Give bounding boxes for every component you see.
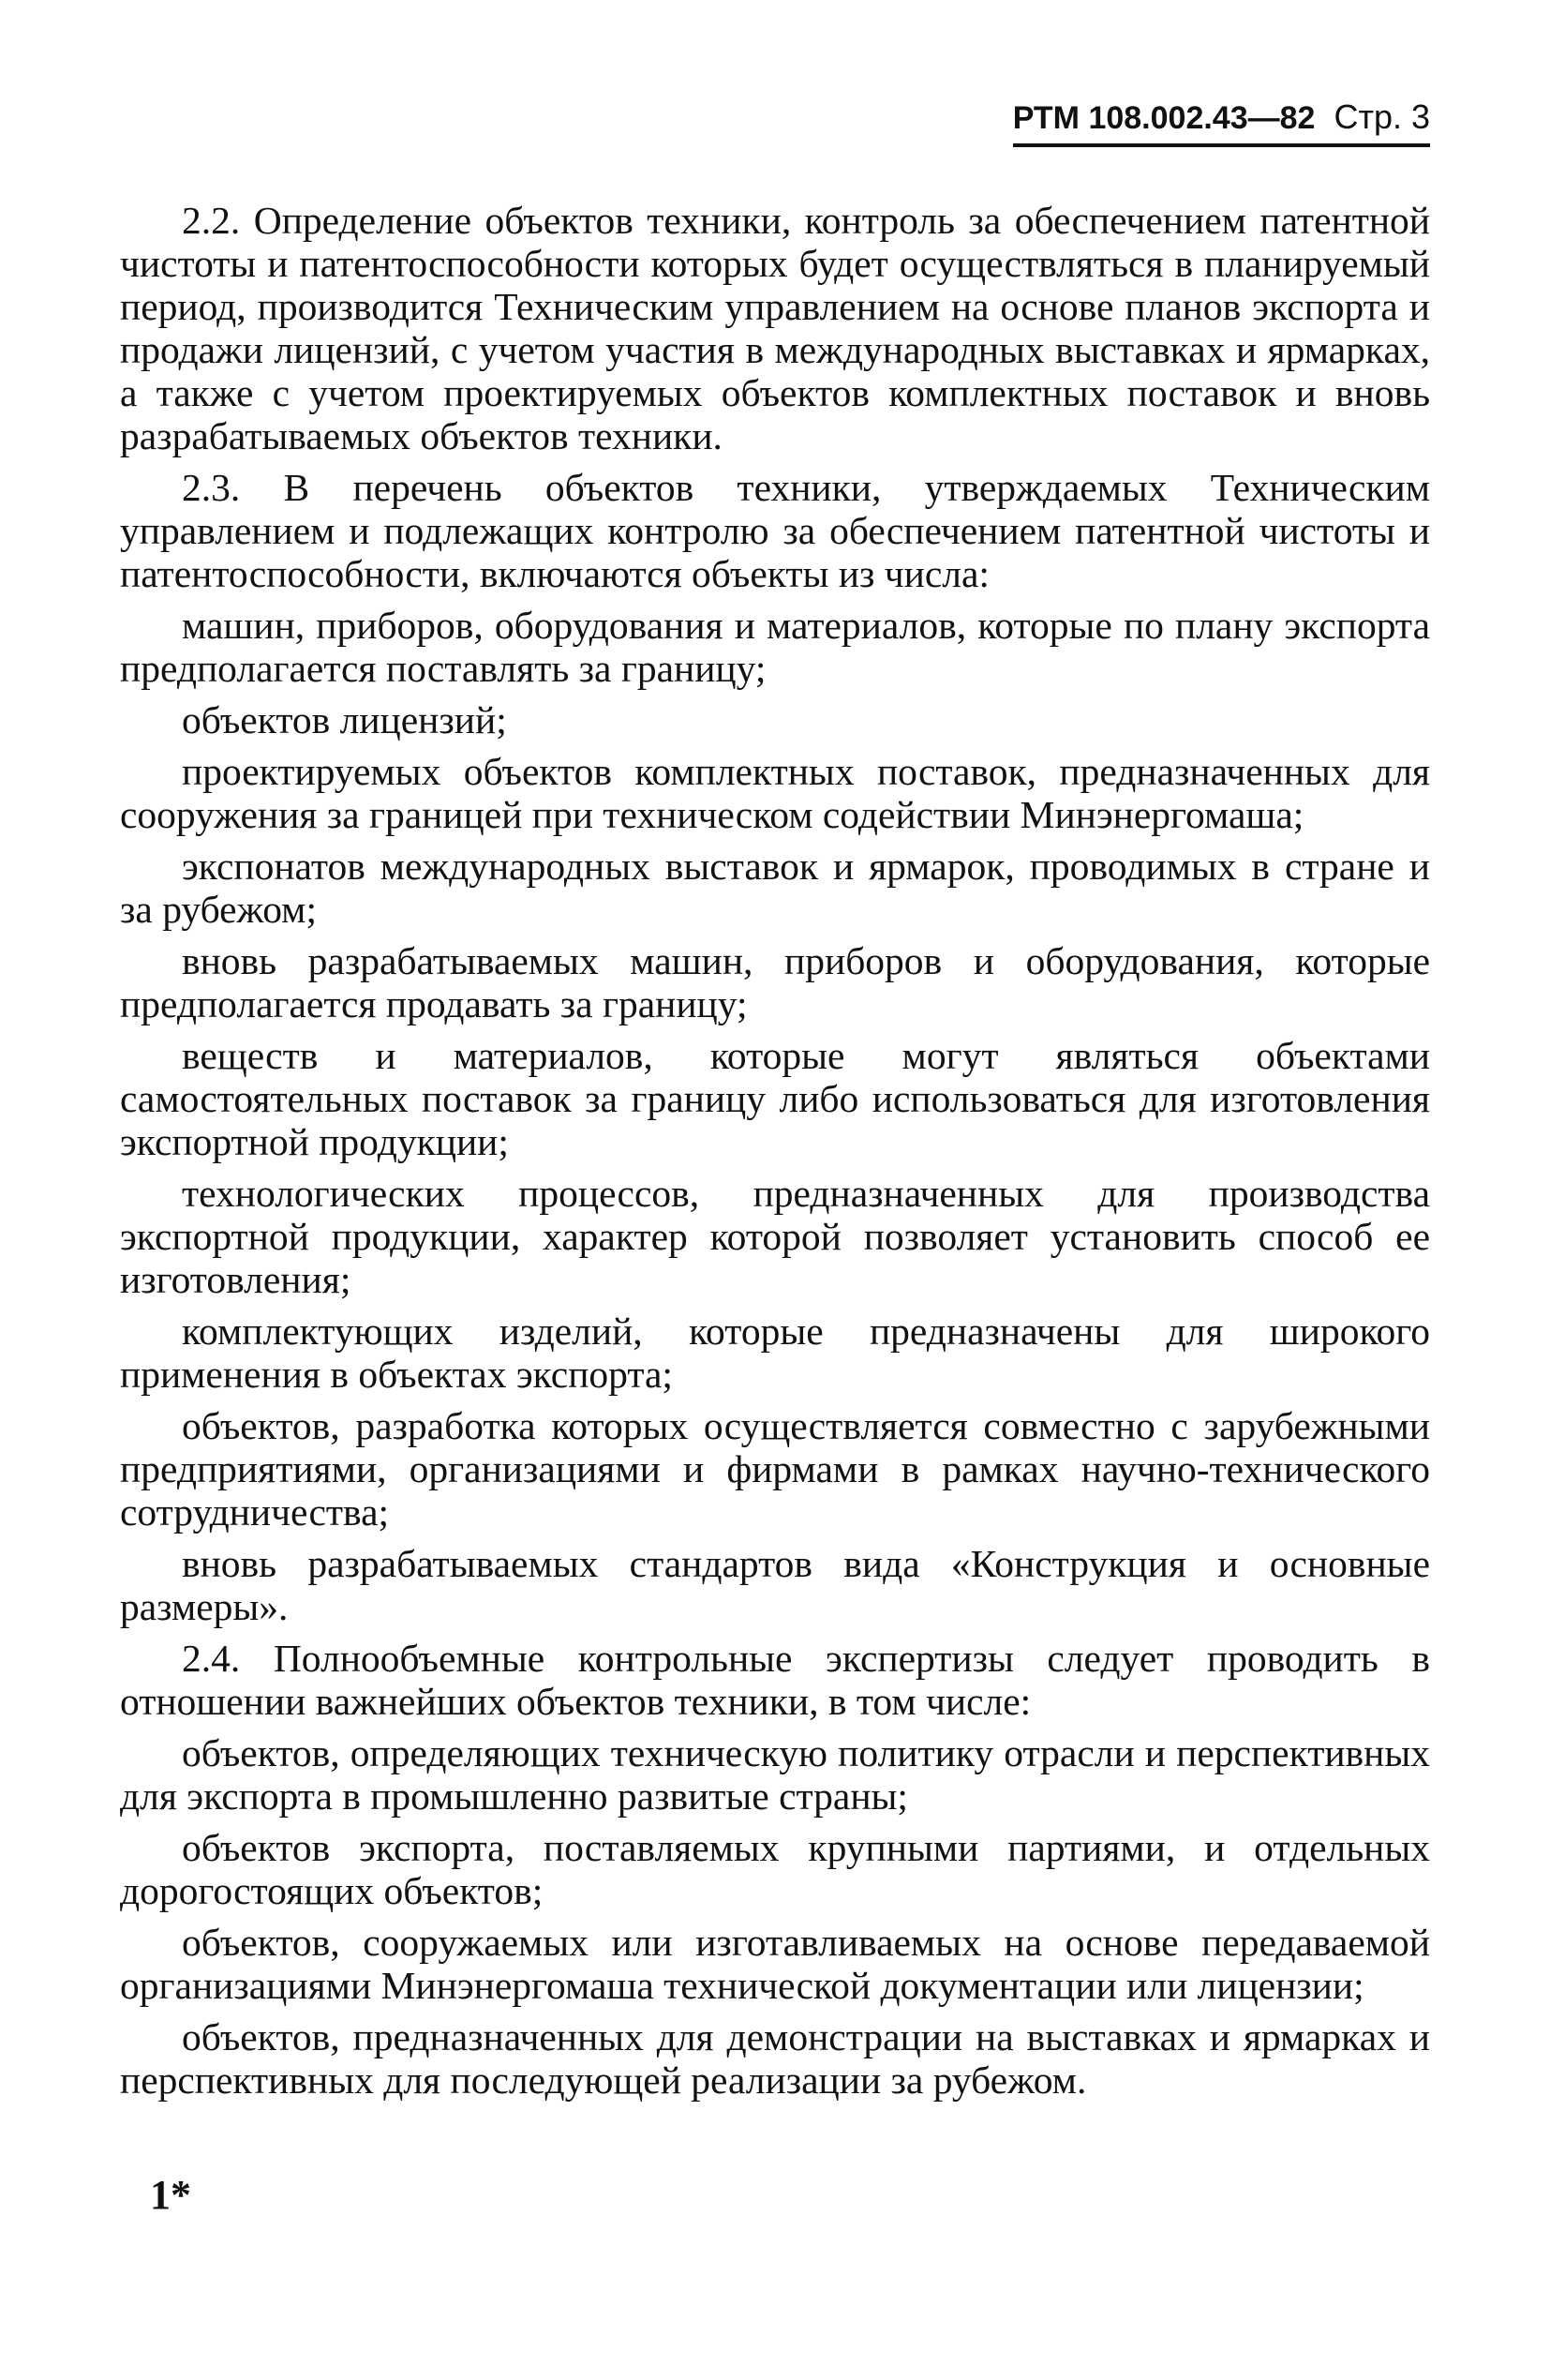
signature-mark: 1* (150, 2172, 191, 2218)
list-item: экспонатов международных выставок и ярмарок, проводимых в стране и за рубежом; (120, 845, 1430, 931)
paragraph-2-3: 2.3. В перечень объектов техники, утверждаемых Техническим управлением и подлежащих контролю за обеспечением патентной чистоты и патентоспособности, включаются объекты из числа: (120, 466, 1430, 595)
paragraph-2-2: 2.2. Определение объектов техники, контроль за обеспечением патентной чистоты и патентоспособности которых будет осуществляться в планируемый период, производится Техническим управлением на основе планов экспорта и продажи лицензий, с учетом участия в международных выставках и ярмарках, а также с учетом проектируемых объектов комплектных поставок и вновь разрабатываемых объектов техники. (120, 199, 1430, 457)
list-item: объектов экспорта, поставляемых крупными партиями, и отдельных дорогостоящих объектов; (120, 1826, 1430, 1912)
list-item: объектов, определяющих техническую политику отрасли и перспективных для экспорта в промышленно развитые страны; (120, 1731, 1430, 1818)
document-code: РТМ 108.002.43—82 (1012, 100, 1316, 136)
list-item: объектов, сооружаемых или изготавливаемых на основе передаваемой организациями Минэнергомаша технической документации или лицензии; (120, 1921, 1430, 2007)
list-item: машин, приборов, оборудования и материалов, которые по плану экспорта предполагается поставлять за границу; (120, 604, 1430, 690)
list-item: вновь разрабатываемых машин, приборов и оборудования, которые предполагается продавать за границу; (120, 939, 1430, 1025)
paragraph-2-4: 2.4. Полнообъемные контрольные экспертизы следует проводить в отношении важнейших объектов техники, в том числе: (120, 1637, 1430, 1723)
list-item: проектируемых объектов комплектных поставок, предназначенных для сооружения за границей при техническом содействии Минэнергомаша; (120, 750, 1430, 836)
list-item: веществ и материалов, которые могут являться объектами самостоятельных поставок за границу либо использоваться для изготовления экспортной продукции; (120, 1034, 1430, 1163)
list-item: вновь разрабатываемых стандартов вида «Конструкция и основные размеры». (120, 1542, 1430, 1628)
body-text (120, 199, 1430, 2102)
list-item: объектов, предназначенных для демонстрации на выставках и ярмарках и перспективных для последующей реализации за рубежом. (120, 2015, 1430, 2102)
list-item: технологических процессов, предназначенных для производства экспортной продукции, характер которой позволяет установить способ ее изготовления; (120, 1172, 1430, 1301)
list-item: объектов лицензий; (182, 698, 507, 741)
list-item: комплектующих изделий, которые предназначены для широкого применения в объектах экспорта; (120, 1310, 1430, 1396)
page-header (1013, 94, 1430, 147)
page-number: Стр. 3 (1334, 97, 1430, 136)
list-item: объектов, разработка которых осуществляется совместно с зарубежными предприятиями, организациями и фирмами в рамках научно-технического сотрудничества; (120, 1404, 1430, 1534)
